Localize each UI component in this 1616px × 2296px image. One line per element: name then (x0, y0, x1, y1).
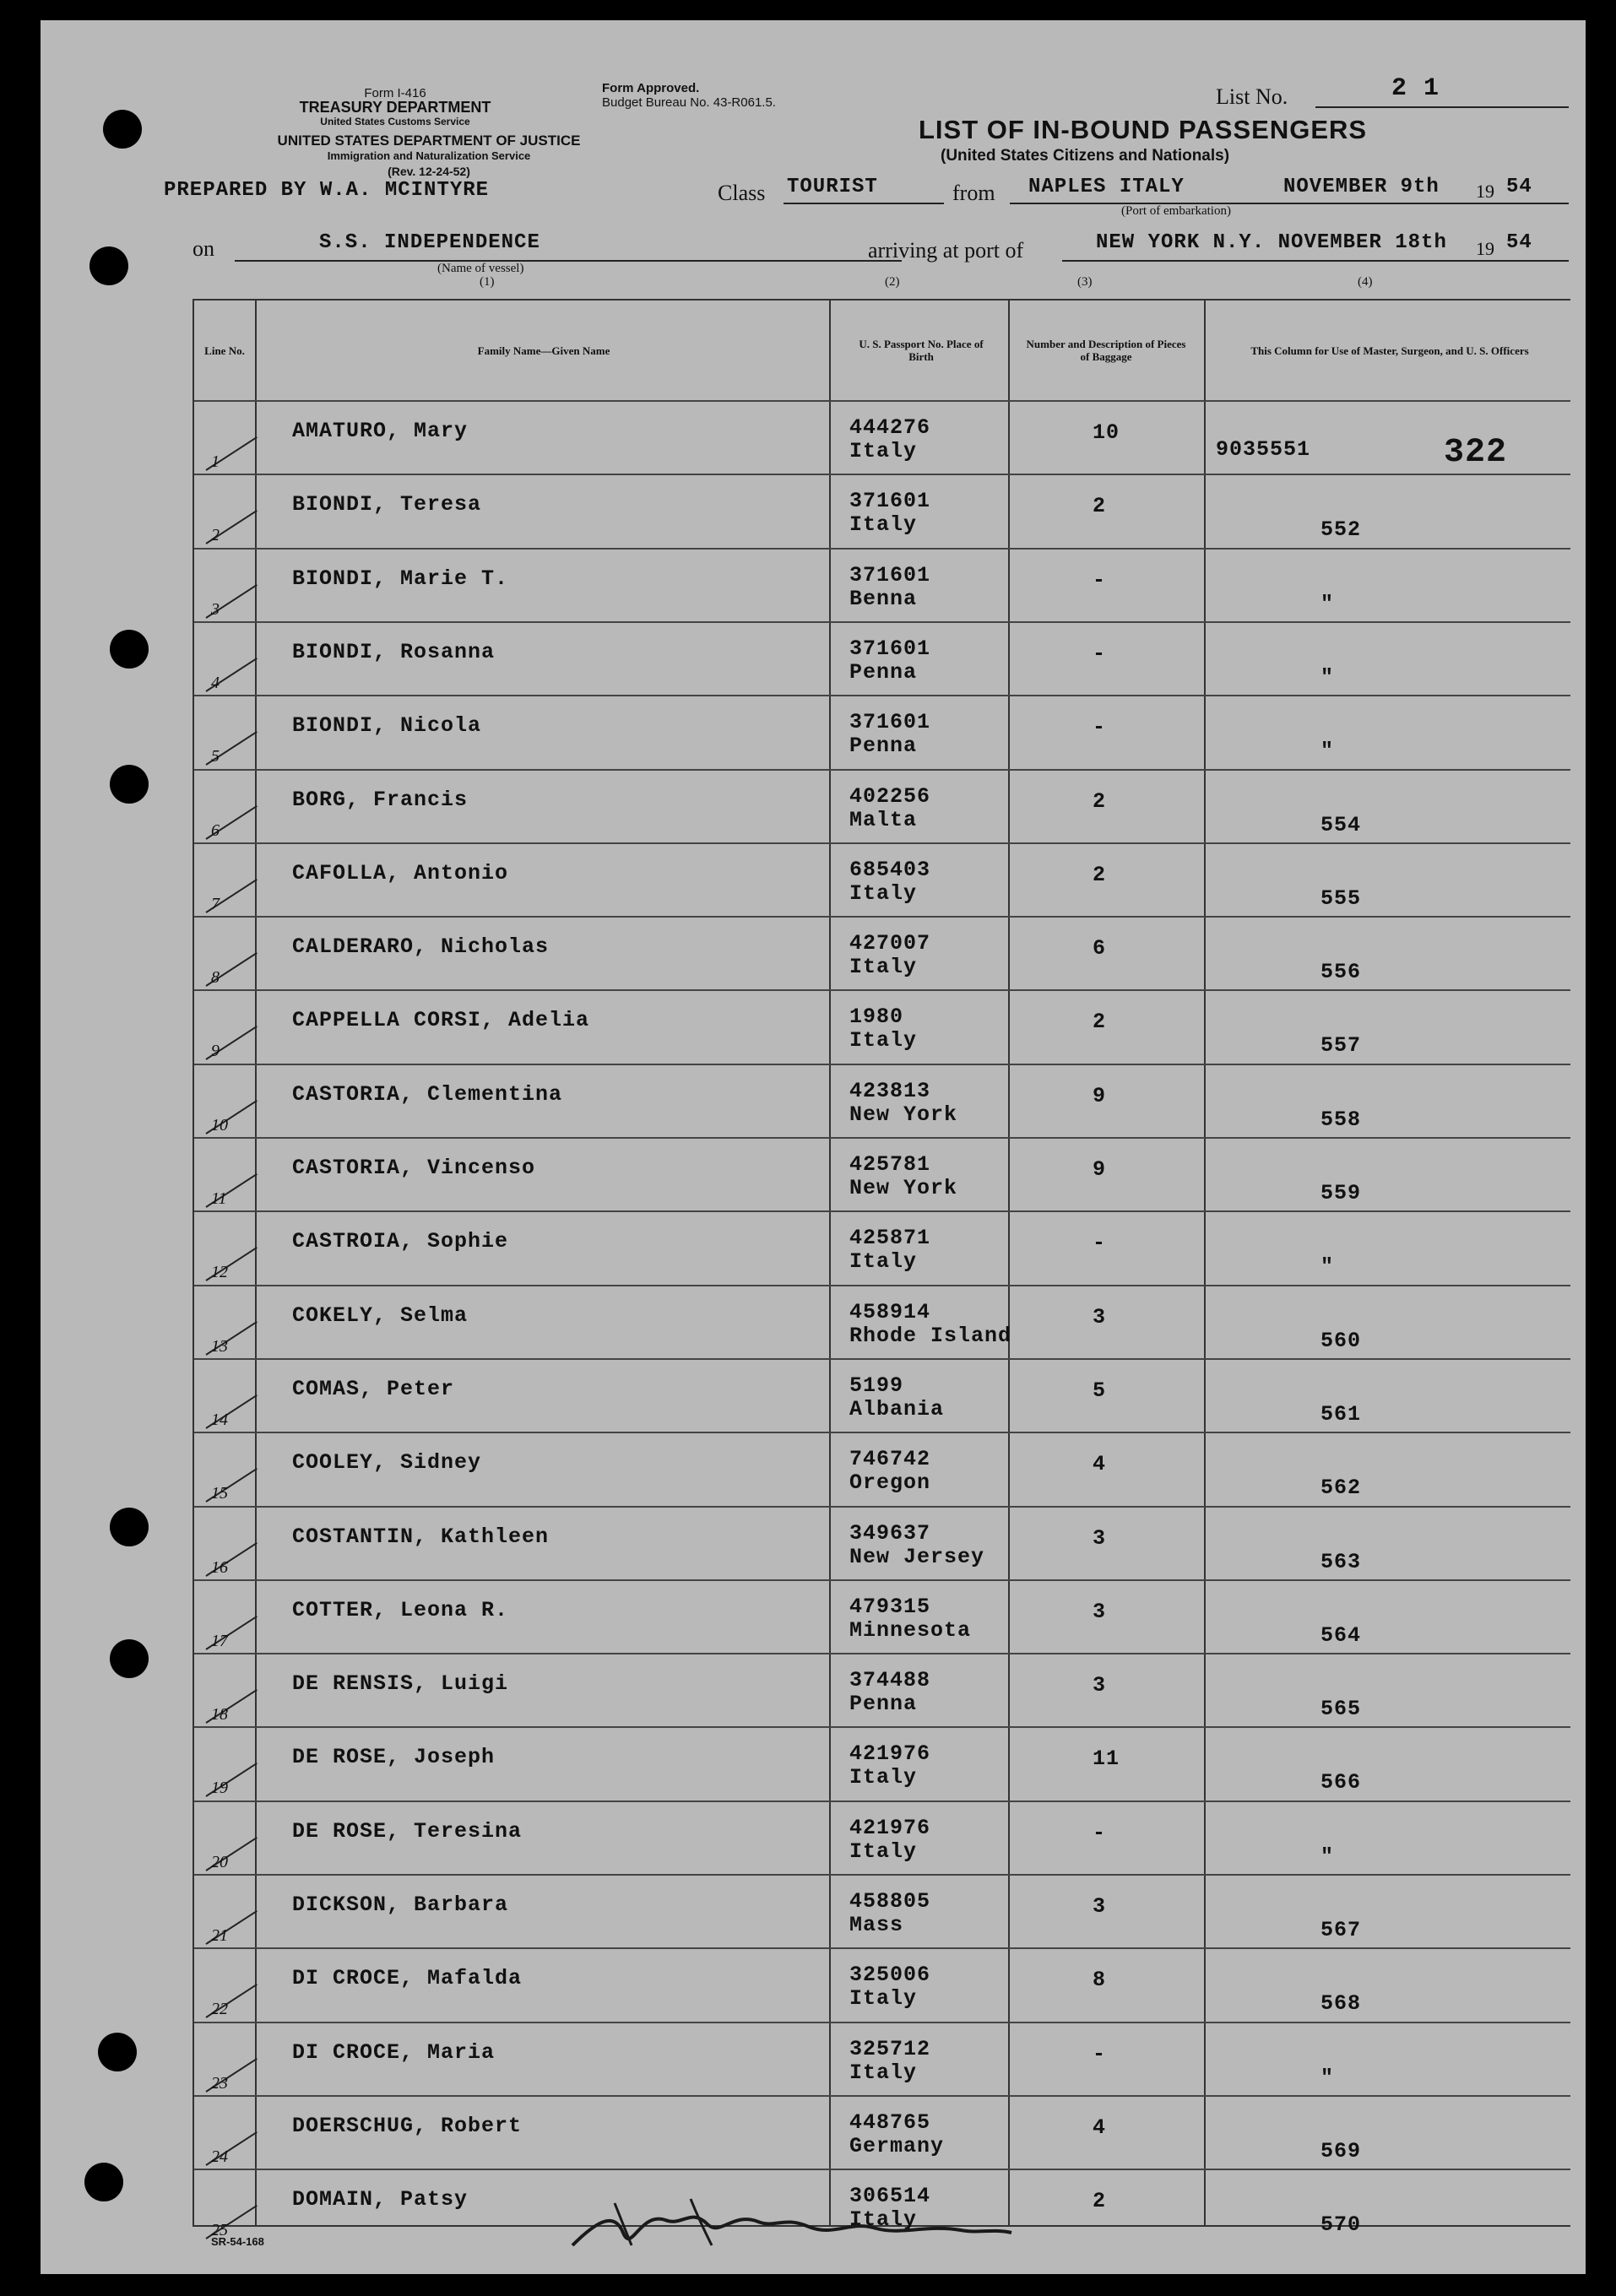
departure-year: 54 (1506, 176, 1532, 198)
place-of-birth: Italy (849, 1249, 918, 1275)
list-no-line (1315, 106, 1569, 108)
place-of-birth: Benna (849, 586, 918, 611)
line-number: 5 (211, 747, 220, 766)
punch-hole (110, 1639, 149, 1678)
passport-number: 306514 (849, 2184, 931, 2209)
baggage-count: 3 (1093, 1525, 1107, 1551)
line-number: 20 (211, 1852, 228, 1871)
passport-number: 349637 (849, 1520, 931, 1546)
passenger-name: AMATURO, Mary (292, 419, 469, 443)
passport-number: 448765 (849, 2109, 931, 2135)
from-line (1010, 203, 1569, 204)
departure-date: NOVEMBER 9th (1283, 176, 1440, 198)
place-of-birth: Oregon (849, 1470, 931, 1496)
baggage-count: 3 (1093, 1599, 1107, 1624)
list-no-label: List No. (1216, 84, 1288, 109)
table-row (194, 621, 1570, 696)
passport-number: 421976 (849, 1815, 931, 1840)
table-row (194, 1506, 1570, 1581)
line-number: 4 (211, 673, 220, 692)
table-row (194, 916, 1570, 991)
officer-entry: 568 (1320, 1991, 1362, 2017)
from-value: NAPLES ITALY (1028, 176, 1185, 198)
class-line (784, 203, 944, 204)
place-of-birth: Italy (849, 439, 918, 463)
port-embarkation-label: (Port of embarkation) (1121, 204, 1231, 218)
line-number: 7 (211, 894, 220, 913)
table-row (194, 548, 1570, 623)
passenger-name: CAPPELLA CORSI, Adelia (292, 1008, 590, 1033)
line-number: 15 (211, 1484, 228, 1503)
table-row (194, 1579, 1570, 1654)
passport-number: 425781 (849, 1152, 931, 1177)
form-approved: Form Approved. (602, 81, 700, 95)
officer-entry: " (1320, 664, 1335, 690)
table-row (194, 2095, 1570, 2170)
officer-entry: 558 (1320, 1107, 1362, 1132)
form-number: Form I-416 (364, 86, 426, 100)
passport-number: 371601 (849, 710, 931, 735)
table-row (194, 842, 1570, 918)
list-no-value: 2 1 (1391, 74, 1440, 103)
passport-number: 458914 (849, 1299, 931, 1324)
line-number: 10 (211, 1115, 228, 1134)
from-label: from (952, 181, 995, 205)
line-number: 21 (211, 1926, 228, 1945)
header-name: Family Name—Given Name (477, 344, 610, 357)
treasury-department: TREASURY DEPARTMENT (299, 99, 491, 116)
baggage-count: - (1093, 567, 1107, 593)
passenger-name: DI CROCE, Maria (292, 2039, 496, 2065)
passport-number: 325006 (849, 1963, 931, 1988)
passenger-name: DOMAIN, Patsy (292, 2187, 469, 2212)
line-number: 16 (211, 1557, 228, 1577)
page-stamp: 322 (1444, 434, 1508, 472)
place-of-birth: Malta (849, 807, 918, 832)
table-row (194, 474, 1570, 549)
officer-entry: 562 (1320, 1476, 1362, 1501)
signature (564, 2186, 1020, 2262)
officer-entry: 561 (1320, 1401, 1362, 1427)
table-row (194, 989, 1570, 1064)
passenger-name: DICKSON, Barbara (292, 1893, 509, 1917)
line-number: 8 (211, 968, 220, 988)
table-row (194, 1801, 1570, 1876)
baggage-count: - (1093, 1820, 1107, 1845)
officer-entry: 554 (1320, 812, 1362, 837)
line-number: 2 (211, 526, 220, 545)
passport-number: 402256 (849, 783, 931, 809)
passenger-name: CASTROIA, Sophie (292, 1229, 509, 1254)
place-of-birth: Mass (849, 1913, 904, 1937)
baggage-count: 9 (1093, 1083, 1107, 1108)
manifest-page (41, 20, 1586, 2274)
passenger-name: CASTORIA, Clementina (292, 1081, 563, 1107)
punch-hole (89, 246, 128, 285)
place-of-birth: Rhode Island (849, 1323, 1012, 1348)
arrival-line (1062, 260, 1569, 262)
column-number-4: (4) (1358, 275, 1373, 289)
officer-entry: " (1320, 591, 1335, 616)
department-of-justice: UNITED STATES DEPARTMENT OF JUSTICE (277, 133, 581, 149)
line-number: 17 (211, 1631, 228, 1650)
place-of-birth: Italy (849, 2207, 918, 2233)
vessel-line (235, 260, 902, 262)
place-of-birth: Italy (849, 880, 918, 906)
passenger-name: COSTANTIN, Kathleen (292, 1524, 550, 1549)
table-row (194, 1137, 1570, 1212)
form-code: SR-54-168 (211, 2235, 264, 2248)
passenger-name: CAFOLLA, Antonio (292, 860, 509, 885)
passenger-name: COMAS, Peter (292, 1376, 455, 1401)
place-of-birth: New Jersey (849, 1544, 985, 1569)
officer-entry: 560 (1320, 1328, 1362, 1353)
line-number: 18 (211, 1705, 228, 1725)
header-line-no: Line No. (204, 344, 245, 357)
passport-number: 685403 (849, 857, 931, 882)
place-of-birth: New York (849, 1102, 958, 1127)
place-of-birth: Germany (849, 2133, 945, 2158)
baggage-count: 2 (1093, 1010, 1107, 1035)
arrival-port: NEW YORK N.Y. NOVEMBER 18th (1096, 231, 1447, 254)
baggage-count: 3 (1093, 1304, 1107, 1329)
table-row (194, 1432, 1570, 1507)
officer-entry: 552 (1320, 517, 1362, 543)
page-title: LIST OF IN-BOUND PASSENGERS (919, 115, 1368, 144)
table-row (194, 1947, 1570, 2023)
place-of-birth: Albania (849, 1396, 945, 1421)
passport-number: 371601 (849, 562, 931, 588)
baggage-count: 3 (1093, 1894, 1107, 1919)
arrival-year: 54 (1506, 231, 1532, 254)
arrival-century: 19 (1476, 238, 1494, 259)
table-row (194, 1653, 1570, 1728)
baggage-count: 8 (1093, 1968, 1107, 1993)
budget-bureau: Budget Bureau No. 43-R061.5. (602, 95, 776, 110)
officer-entry: 556 (1320, 960, 1362, 985)
punch-hole (110, 1508, 149, 1546)
place-of-birth: Penna (849, 1692, 918, 1717)
header-passport: U. S. Passport No. Place of Birth (859, 338, 984, 363)
line-number: 6 (211, 820, 220, 840)
baggage-count: 2 (1093, 862, 1107, 887)
header-baggage: Number and Description of Pieces of Baggage (1026, 338, 1186, 363)
line-number: 25 (211, 2221, 228, 2240)
baggage-count: 2 (1093, 494, 1107, 519)
place-of-birth: Penna (849, 734, 918, 759)
passport-number: 374488 (849, 1668, 931, 1693)
baggage-count: 3 (1093, 1673, 1107, 1698)
line-number: 23 (211, 2073, 228, 2093)
departure-century: 19 (1476, 181, 1494, 202)
passenger-name: DE RENSIS, Luigi (292, 1671, 509, 1697)
table-row (194, 1064, 1570, 1139)
on-label: on (193, 236, 214, 261)
officer-entry: " (1320, 2065, 1335, 2090)
passport-number: 746742 (849, 1447, 931, 1472)
ins-name: Immigration and Naturalization Service (327, 149, 531, 162)
place-of-birth: Italy (849, 512, 918, 538)
line-number: 3 (211, 599, 220, 619)
passenger-name: CALDERARO, Nicholas (292, 934, 550, 960)
baggage-count: 11 (1093, 1746, 1120, 1772)
budget-approval (602, 81, 776, 110)
officer-entry: 565 (1320, 1697, 1362, 1722)
table-row (194, 1285, 1570, 1360)
revision: (Rev. 12-24-52) (388, 165, 470, 178)
passport-number: 5199 (849, 1373, 904, 1398)
place-of-birth: Italy (849, 1838, 918, 1864)
passenger-name: COKELY, Selma (292, 1302, 469, 1328)
column-number-2: (2) (885, 275, 900, 289)
passport-number: 425871 (849, 1226, 931, 1251)
passenger-name: DI CROCE, Mafalda (292, 1966, 523, 1991)
passport-number: 371601 (849, 489, 931, 514)
passport-number: 421976 (849, 1741, 931, 1767)
passport-number: 1980 (849, 1004, 904, 1030)
line-number: 9 (211, 1042, 220, 1061)
officer-entry: 564 (1320, 1622, 1362, 1648)
baggage-count: 4 (1093, 2115, 1107, 2140)
vessel-name: S.S. INDEPENDENCE (319, 231, 540, 254)
officer-entry: 570 (1320, 2212, 1362, 2238)
officer-entry: 566 (1320, 1770, 1362, 1795)
baggage-count: 6 (1093, 936, 1107, 961)
agency-block (193, 133, 665, 179)
baggage-count: - (1093, 641, 1107, 666)
officer-entry: 559 (1320, 1181, 1362, 1205)
line-number: 11 (211, 1189, 227, 1208)
passenger-name: DE ROSE, Teresina (292, 1818, 523, 1844)
class-label: Class (718, 181, 766, 205)
header-officers: This Column for Use of Master, Surgeon, and U. S. Officers (1250, 344, 1529, 357)
table-row (194, 400, 1570, 475)
officer-entry: 555 (1320, 885, 1362, 911)
arriving-label: arriving at port of (868, 238, 1024, 263)
officer-entry: " (1320, 1844, 1335, 1869)
column-number-1: (1) (480, 275, 495, 289)
line-number: 13 (211, 1336, 228, 1356)
officer-entry: 557 (1320, 1033, 1362, 1059)
punch-hole (103, 110, 142, 149)
punch-hole (110, 765, 149, 804)
line-number: 12 (211, 1263, 228, 1282)
baggage-count: - (1093, 2041, 1107, 2066)
punch-hole (98, 2033, 137, 2071)
place-of-birth: Italy (849, 1028, 918, 1053)
line-number: 22 (211, 2000, 228, 2019)
place-of-birth: Italy (849, 2060, 918, 2085)
officer-entry: 563 (1320, 1549, 1362, 1574)
line-number: 19 (211, 1779, 228, 1798)
passenger-name: COOLEY, Sidney (292, 1450, 482, 1476)
place-of-birth: Italy (849, 1986, 918, 2012)
baggage-count: 2 (1093, 788, 1107, 814)
passport-number: 325712 (849, 2036, 931, 2061)
passport-number: 427007 (849, 931, 931, 956)
place-of-birth: Penna (849, 659, 918, 685)
place-of-birth: Minnesota (849, 1617, 972, 1643)
passenger-name: BIONDI, Marie T. (292, 566, 509, 591)
page-subtitle: (United States Citizens and Nationals) (941, 147, 1230, 165)
passport-number: 371601 (849, 636, 931, 661)
baggage-count: 10 (1093, 420, 1120, 445)
baggage-count: - (1093, 715, 1107, 740)
table-row (194, 1726, 1570, 1801)
passenger-name: DOERSCHUG, Robert (292, 2113, 523, 2138)
passenger-name: BORG, Francis (292, 787, 469, 812)
baggage-count: 9 (1093, 1157, 1107, 1182)
passenger-name: COTTER, Leona R. (292, 1597, 509, 1622)
vessel-label: (Name of vessel) (437, 262, 524, 275)
table-row (194, 2022, 1570, 2097)
passenger-name: DE ROSE, Joseph (292, 1745, 496, 1770)
passenger-table (193, 299, 1570, 2240)
passport-number: 423813 (849, 1078, 931, 1103)
officer-entry: " (1320, 1254, 1335, 1280)
passport-number: 458805 (849, 1889, 931, 1914)
baggage-count: 5 (1093, 1378, 1107, 1403)
table-row (194, 1358, 1570, 1433)
place-of-birth: New York (849, 1176, 958, 1200)
prepared-by: PREPARED BY W.A. MCINTYRE (164, 179, 490, 202)
passenger-name: BIONDI, Rosanna (292, 639, 496, 664)
officer-entry: 569 (1320, 2138, 1362, 2163)
table-row (194, 1874, 1570, 1949)
passenger-name: CASTORIA, Vincenso (292, 1156, 536, 1180)
baggage-count: - (1093, 1231, 1107, 1256)
passenger-name: BIONDI, Teresa (292, 492, 482, 517)
baggage-count: 2 (1093, 2189, 1107, 2214)
line-number: 24 (211, 2147, 228, 2166)
form-meta (260, 86, 530, 129)
table-row (194, 769, 1570, 844)
punch-hole (84, 2163, 123, 2201)
passenger-name: BIONDI, Nicola (292, 713, 482, 739)
line-number: 14 (211, 1410, 228, 1429)
line-number: 1 (211, 452, 220, 471)
officer-entry: 567 (1320, 1918, 1362, 1942)
customs-service: United States Customs Service (320, 116, 470, 127)
passport-number: 444276 (849, 415, 931, 440)
officer-note: 9035551 (1216, 437, 1311, 462)
class-value: TOURIST (787, 176, 878, 198)
officer-entry: " (1320, 739, 1335, 764)
place-of-birth: Italy (849, 1765, 918, 1790)
baggage-count: 4 (1093, 1452, 1107, 1477)
table-row (194, 695, 1570, 770)
column-number-3: (3) (1077, 275, 1093, 289)
table-row (194, 1210, 1570, 1286)
place-of-birth: Italy (849, 955, 918, 980)
passport-number: 479315 (849, 1594, 931, 1619)
punch-hole (110, 630, 149, 669)
